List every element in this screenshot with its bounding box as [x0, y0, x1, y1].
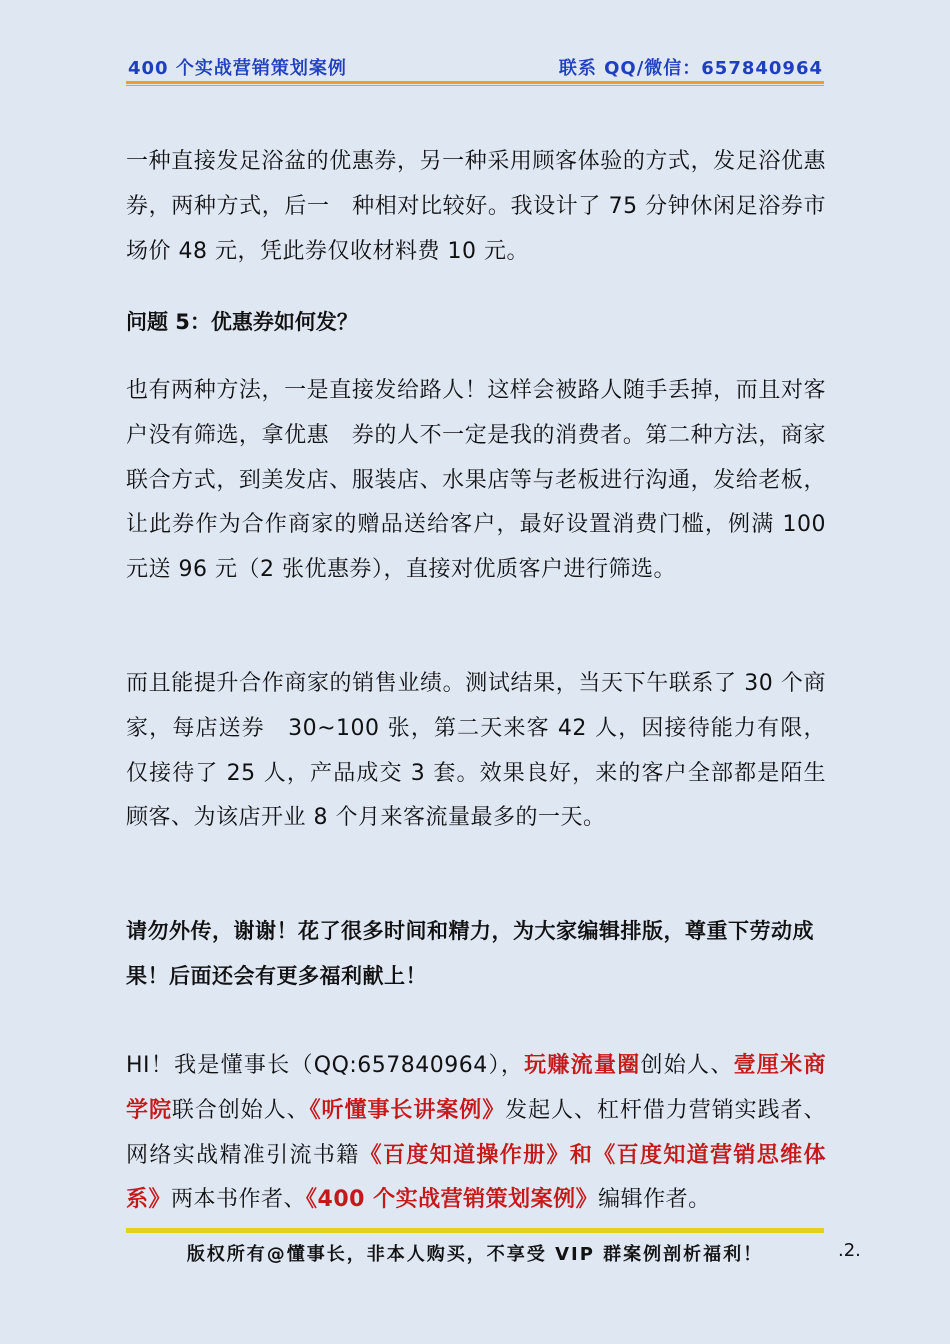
bio-text: 联合创始人、 [171, 1097, 310, 1123]
bio-highlight: 《百度知道操作册》和《百度知道营销思维体系》 [126, 1142, 826, 1213]
bio-text: 创始人、 [640, 1053, 734, 1078]
header-divider-thin [126, 85, 824, 86]
bio-text: HI！我是懂事长（QQ:657840964）， [126, 1053, 525, 1078]
header-divider [126, 81, 824, 84]
page-number: .2. [838, 1240, 861, 1261]
header-contact: 联系 QQ/微信：657840964 [558, 58, 823, 79]
bio-text: 编辑作者。 [598, 1187, 711, 1213]
paragraph-distribution: 也有两种方法，一是直接发给路人！这样会被路人随手丢掉，而且对客户没有筛选，拿优惠 券的人不一定是我的消费者。第二种方法，商家联合方式，到美发店、服装店、水果店等与老板进行沟通，发给老板，让此券作为合作商家的赠品送给客户，最好设置消费门槛，例满 100 元送 96 元（2 张优惠券），直接对优质客户进行筛选。 [126, 378, 826, 583]
bio-highlight: 玩赚流量圈 [524, 1053, 641, 1078]
author-bio [126, 1044, 826, 1223]
paragraph-coupon-types: 一种直接发足浴盆的优惠券，另一种采用顾客体验的方式，发足浴优惠券，两种方式，后一 种相对比较好。我设计了 75 分钟休闲足浴券市场价 48 元，凭此券仅收材料费 10 元。 [126, 149, 826, 264]
header-title: 400 个实战营销策划案例 [128, 58, 347, 79]
bio-text: 两本书作者、 [171, 1187, 307, 1213]
paragraph-results: 而且能提升合作商家的销售业绩。测试结果，当天下午联系了 30 个商家，每店送券 30~100 张，第二天来客 42 人，因接待能力有限，仅接待了 25 人，产品成交 3 套。效果良好，来的客户全部都是陌生顾客、为该店开业 8 个月来客流量最多的一天。 [126, 671, 826, 831]
copyright-notice: 请勿外传，谢谢！花了很多时间和精力，为大家编辑排版，尊重下劳动成果！后面还会有更多福利献上！ [126, 919, 814, 988]
bio-highlight: 壹厘米商学院 [126, 1053, 826, 1123]
footer-text: 版权所有@懂事长，非本人购买，不享受 VIP 群案例剖析福利！ [186, 1244, 764, 1265]
question-heading: 问题 5：优惠券如何发？ [126, 310, 358, 334]
bio-highlight: 《听懂事长讲案例》 [309, 1097, 506, 1123]
page-header [128, 54, 823, 80]
footer-divider [126, 1228, 824, 1233]
bio-highlight: 《400 个实战营销策划案例》 [306, 1187, 599, 1213]
bio-text: 发起人、杠杆借力营销实践者、网络实战精准引流书籍 [126, 1097, 826, 1168]
